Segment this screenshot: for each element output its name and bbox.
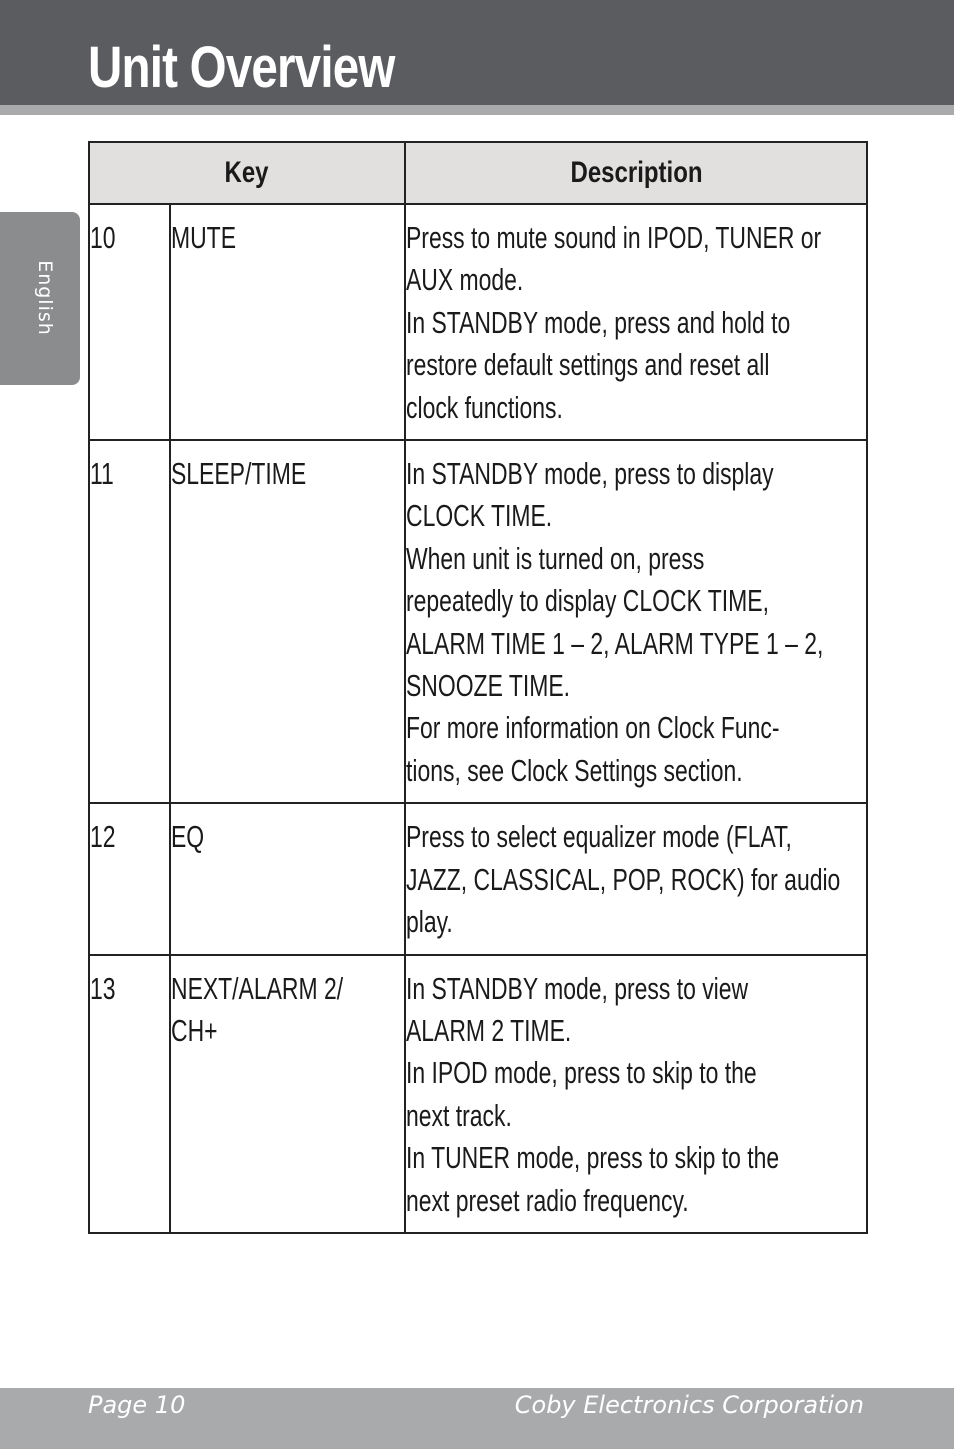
key-name: MUTE	[170, 204, 405, 440]
column-header-description: Description	[405, 142, 867, 204]
key-name: NEXT/ALARM 2/ CH+	[170, 955, 405, 1233]
page-title: Unit Overview	[88, 35, 395, 100]
table-header-row	[89, 142, 867, 204]
key-number: 12	[89, 803, 170, 954]
key-description: Press to mute sound in IPOD, TUNER or AUX mode. In STANDBY mode, press and hold to restore default settings and reset all clock functions.	[405, 204, 867, 440]
key-number: 10	[89, 204, 170, 440]
key-name: EQ	[170, 803, 405, 954]
key-description: Press to select equalizer mode (FLAT, JAZZ, CLASSICAL, POP, ROCK) for audio play.	[405, 803, 867, 954]
key-number: 13	[89, 955, 170, 1233]
table-row	[89, 803, 867, 954]
column-header-key: Key	[89, 142, 405, 204]
key-description: In STANDBY mode, press to view ALARM 2 TIME. In IPOD mode, press to skip to the next track. In TUNER mode, press to skip to the next preset radio frequency.	[405, 955, 867, 1233]
table-row	[89, 204, 867, 440]
header-rule	[0, 105, 954, 115]
company-name: Coby Electronics Corporation	[514, 1391, 864, 1419]
page-number: Page 10	[88, 1391, 186, 1419]
key-description: In STANDBY mode, press to display CLOCK TIME. When unit is turned on, press repeatedly to display CLOCK TIME, ALARM TIME 1 – 2, ALARM TYPE 1 – 2, SNOOZE TIME. For more information on Clock Func- tions, see Clock Settings section.	[405, 440, 867, 803]
key-number: 11	[89, 440, 170, 803]
key-description-table	[88, 141, 868, 1234]
key-name: SLEEP/TIME	[170, 440, 405, 803]
language-tab-label: English	[34, 260, 56, 336]
table-row	[89, 955, 867, 1233]
table-row	[89, 440, 867, 803]
